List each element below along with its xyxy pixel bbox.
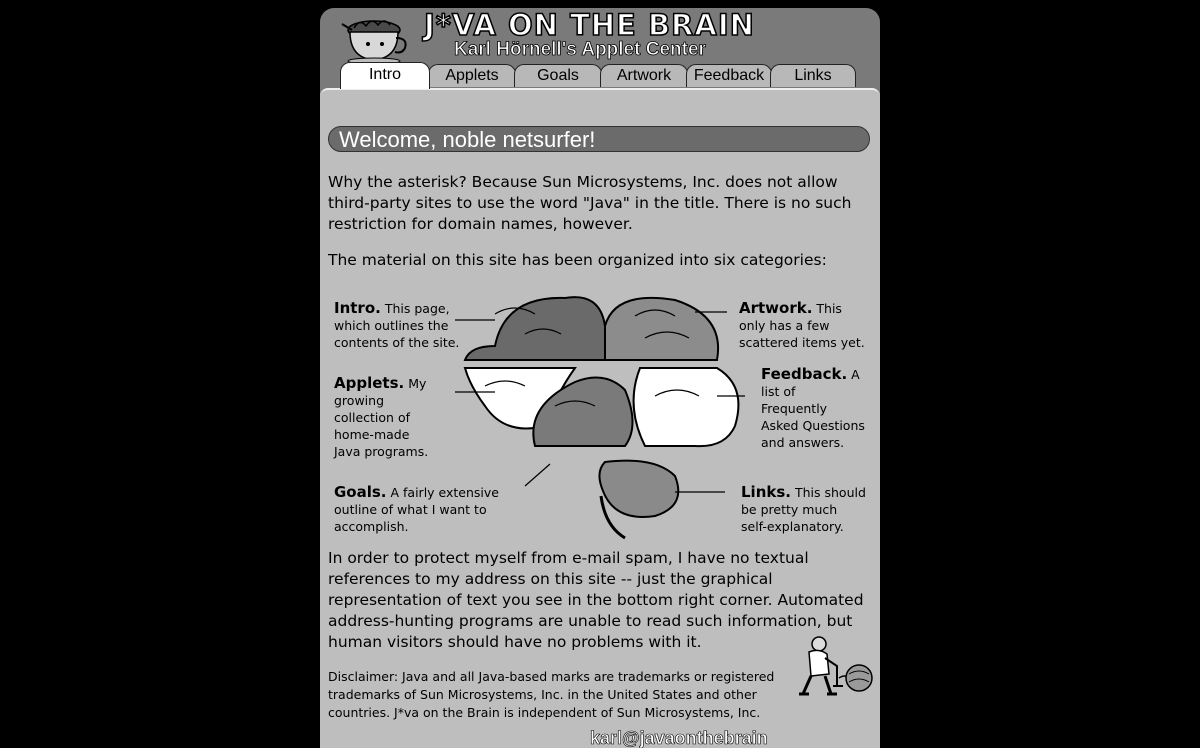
- tab-artwork[interactable]: Artwork: [600, 64, 688, 87]
- tab-feedback[interactable]: Feedback: [686, 64, 772, 87]
- category-artwork-desc: This only has a few scattered items yet.: [739, 301, 865, 350]
- site-title: J*VA ON THE BRAIN: [424, 8, 755, 42]
- tab-goals[interactable]: Goals: [514, 64, 602, 87]
- categories-intro: The material on this site has been organized into six categories:: [328, 251, 827, 269]
- tab-bar: [320, 62, 880, 88]
- tab-links[interactable]: Links: [770, 64, 856, 87]
- coffee-cup-brain-icon: [338, 10, 410, 64]
- intro-paragraph: Why the asterisk? Because Sun Microsystems, Inc. does not allow third-party sites to use the word "Java" in the title. There is no such restriction for domain names, however.: [328, 173, 852, 233]
- brain-links-region[interactable]: [599, 461, 678, 517]
- category-links-title[interactable]: Links.: [741, 483, 791, 501]
- disclaimer-text: Disclaimer: Java and all Java-based marks are trademarks or registered trademarks of Sun Microsystems, Inc. in the United States and other countries. J*va on the Brain is independent of Sun Microsystems, Inc.: [328, 669, 775, 720]
- tab-applets[interactable]: Applets: [428, 64, 516, 87]
- category-feedback-desc: A list of Frequently Asked Questions and answers.: [761, 367, 865, 450]
- content-panel: [320, 88, 880, 748]
- spam-paragraph: In order to protect myself from e-mail spam, I have no textual references to my address on this site -- just the graphical representation of text you see in the bottom right corner. Automated address-hunting programs are unable to read such information, but human visitors should have no problems with it.: [328, 549, 864, 651]
- category-goals-title[interactable]: Goals.: [334, 483, 387, 501]
- category-applets-desc: My growing collection of home-made Java programs.: [334, 376, 429, 459]
- email-address-image: karl@javaonthebrain: [590, 728, 768, 748]
- category-applets[interactable]: [334, 375, 438, 460]
- category-artwork-title[interactable]: Artwork.: [739, 299, 813, 317]
- category-intro[interactable]: [334, 300, 460, 351]
- site-subtitle: Karl Hörnell's Applet Center: [454, 39, 706, 60]
- category-applets-title[interactable]: Applets.: [334, 374, 405, 392]
- category-intro-title[interactable]: Intro.: [334, 299, 381, 317]
- category-goals[interactable]: [334, 484, 500, 535]
- brain-intro-region[interactable]: [465, 297, 605, 360]
- category-goals-desc: A fairly extensive outline of what I want to accomplish.: [334, 485, 499, 534]
- welcome-heading: Welcome, noble netsurfer!: [328, 126, 870, 152]
- category-feedback-title[interactable]: Feedback.: [761, 365, 848, 383]
- site-frame: [320, 8, 880, 748]
- category-links-desc: This should be pretty much self-explanatory.: [741, 485, 866, 534]
- tab-intro[interactable]: Intro: [340, 62, 430, 89]
- category-intro-desc: This page, which outlines the contents of the site.: [334, 301, 460, 350]
- brain-artwork-region[interactable]: [605, 298, 718, 360]
- category-links[interactable]: [741, 484, 867, 535]
- brain-feedback-region[interactable]: [634, 368, 739, 446]
- category-artwork[interactable]: [739, 300, 865, 351]
- category-feedback[interactable]: [761, 366, 865, 451]
- man-with-pump-icon: [785, 634, 875, 700]
